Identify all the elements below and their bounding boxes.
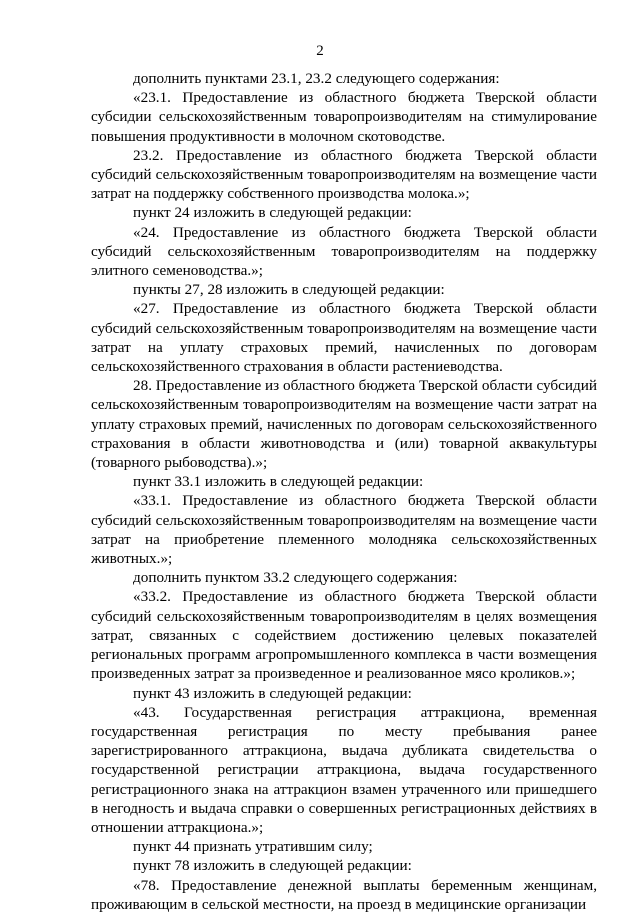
paragraph: пункт 24 изложить в следующей редакции: xyxy=(133,204,412,222)
paragraph: 28. Предоставление из областного бюджета Тверской области субсидий сельскохозяйственным товаропроизводителям на возмещение части затрат на уплату страховых премий, начисленных по договорам сельскохозяйственного страхования в области животноводства и (или) товарной аквакультуры (товарного рыбоводства).»; xyxy=(91,377,597,472)
paragraph: «78. Предоставление денежной выплаты беременным женщинам, проживающим в сельской местности, на проезд в медицинские организации xyxy=(91,876,597,913)
paragraph: «33.2. Предоставление из областного бюджета Тверской области субсидий сельскохозяйственным товаропроизводителям в целях возмещения затрат, связанных с содействием достижению целевых показателей региональных программ агропромышленного комплекса в части возмещения произведенных затрат за произведенное и реализованное мясо кроликов.»; xyxy=(91,588,597,683)
paragraph: пункт 78 изложить в следующей редакции: xyxy=(133,857,412,875)
paragraph: «27. Предоставление из областного бюджета Тверской области субсидий сельскохозяйственным товаропроизводителям на возмещение части затрат на уплату страховых премий, начисленных по договорам сельскохозяйственного страхования в области растениеводства. xyxy=(91,300,597,376)
paragraph: «23.1. Предоставление из областного бюджета Тверской области субсидии сельскохозяйственным товаропроизводителям на стимулирование повышения продуктивности в молочном скотоводстве. xyxy=(91,89,597,145)
paragraph: «33.1. Предоставление из областного бюджета Тверской области субсидий сельскохозяйственным товаропроизводителям на возмещение части затрат на приобретение племенного молодняка сельскохозяйственных животных.»; xyxy=(91,492,597,568)
paragraph: пункты 27, 28 изложить в следующей редакции: xyxy=(133,281,445,299)
paragraph: «43. Государственная регистрация аттракциона, временная государственная регистрация по месту пребывания ранее зарегистрированного аттракциона, выдача дубликата свидетельства о государственной регистрации аттракциона, выдача государственного регистрационного знака на аттракцион взамен утраченного или пришедшего в негодность и выдача справки о совершенных регистрационных действиях в отношении аттракциона.»; xyxy=(91,703,597,836)
paragraph: пункт 44 признать утратившим силу; xyxy=(133,838,373,856)
paragraph: пункт 43 изложить в следующей редакции: xyxy=(133,684,412,702)
paragraph: 23.2. Предоставление из областного бюджета Тверской области субсидий сельскохозяйственным товаропроизводителям на возмещение части затрат на поддержку собственного производства молока.»; xyxy=(91,146,597,203)
paragraph: пункт 33.1 изложить в следующей редакции: xyxy=(133,473,424,491)
paragraph: дополнить пунктами 23.1, 23.2 следующего содержания: xyxy=(133,70,500,87)
page-number: 2 xyxy=(316,43,324,59)
document-body xyxy=(91,69,597,914)
paragraph: «24. Предоставление из областного бюджета Тверской области субсидий сельскохозяйственным товаропроизводителям на поддержку элитного семеноводства.»; xyxy=(91,223,597,280)
paragraph: дополнить пунктом 33.2 следующего содержания: xyxy=(133,569,458,587)
